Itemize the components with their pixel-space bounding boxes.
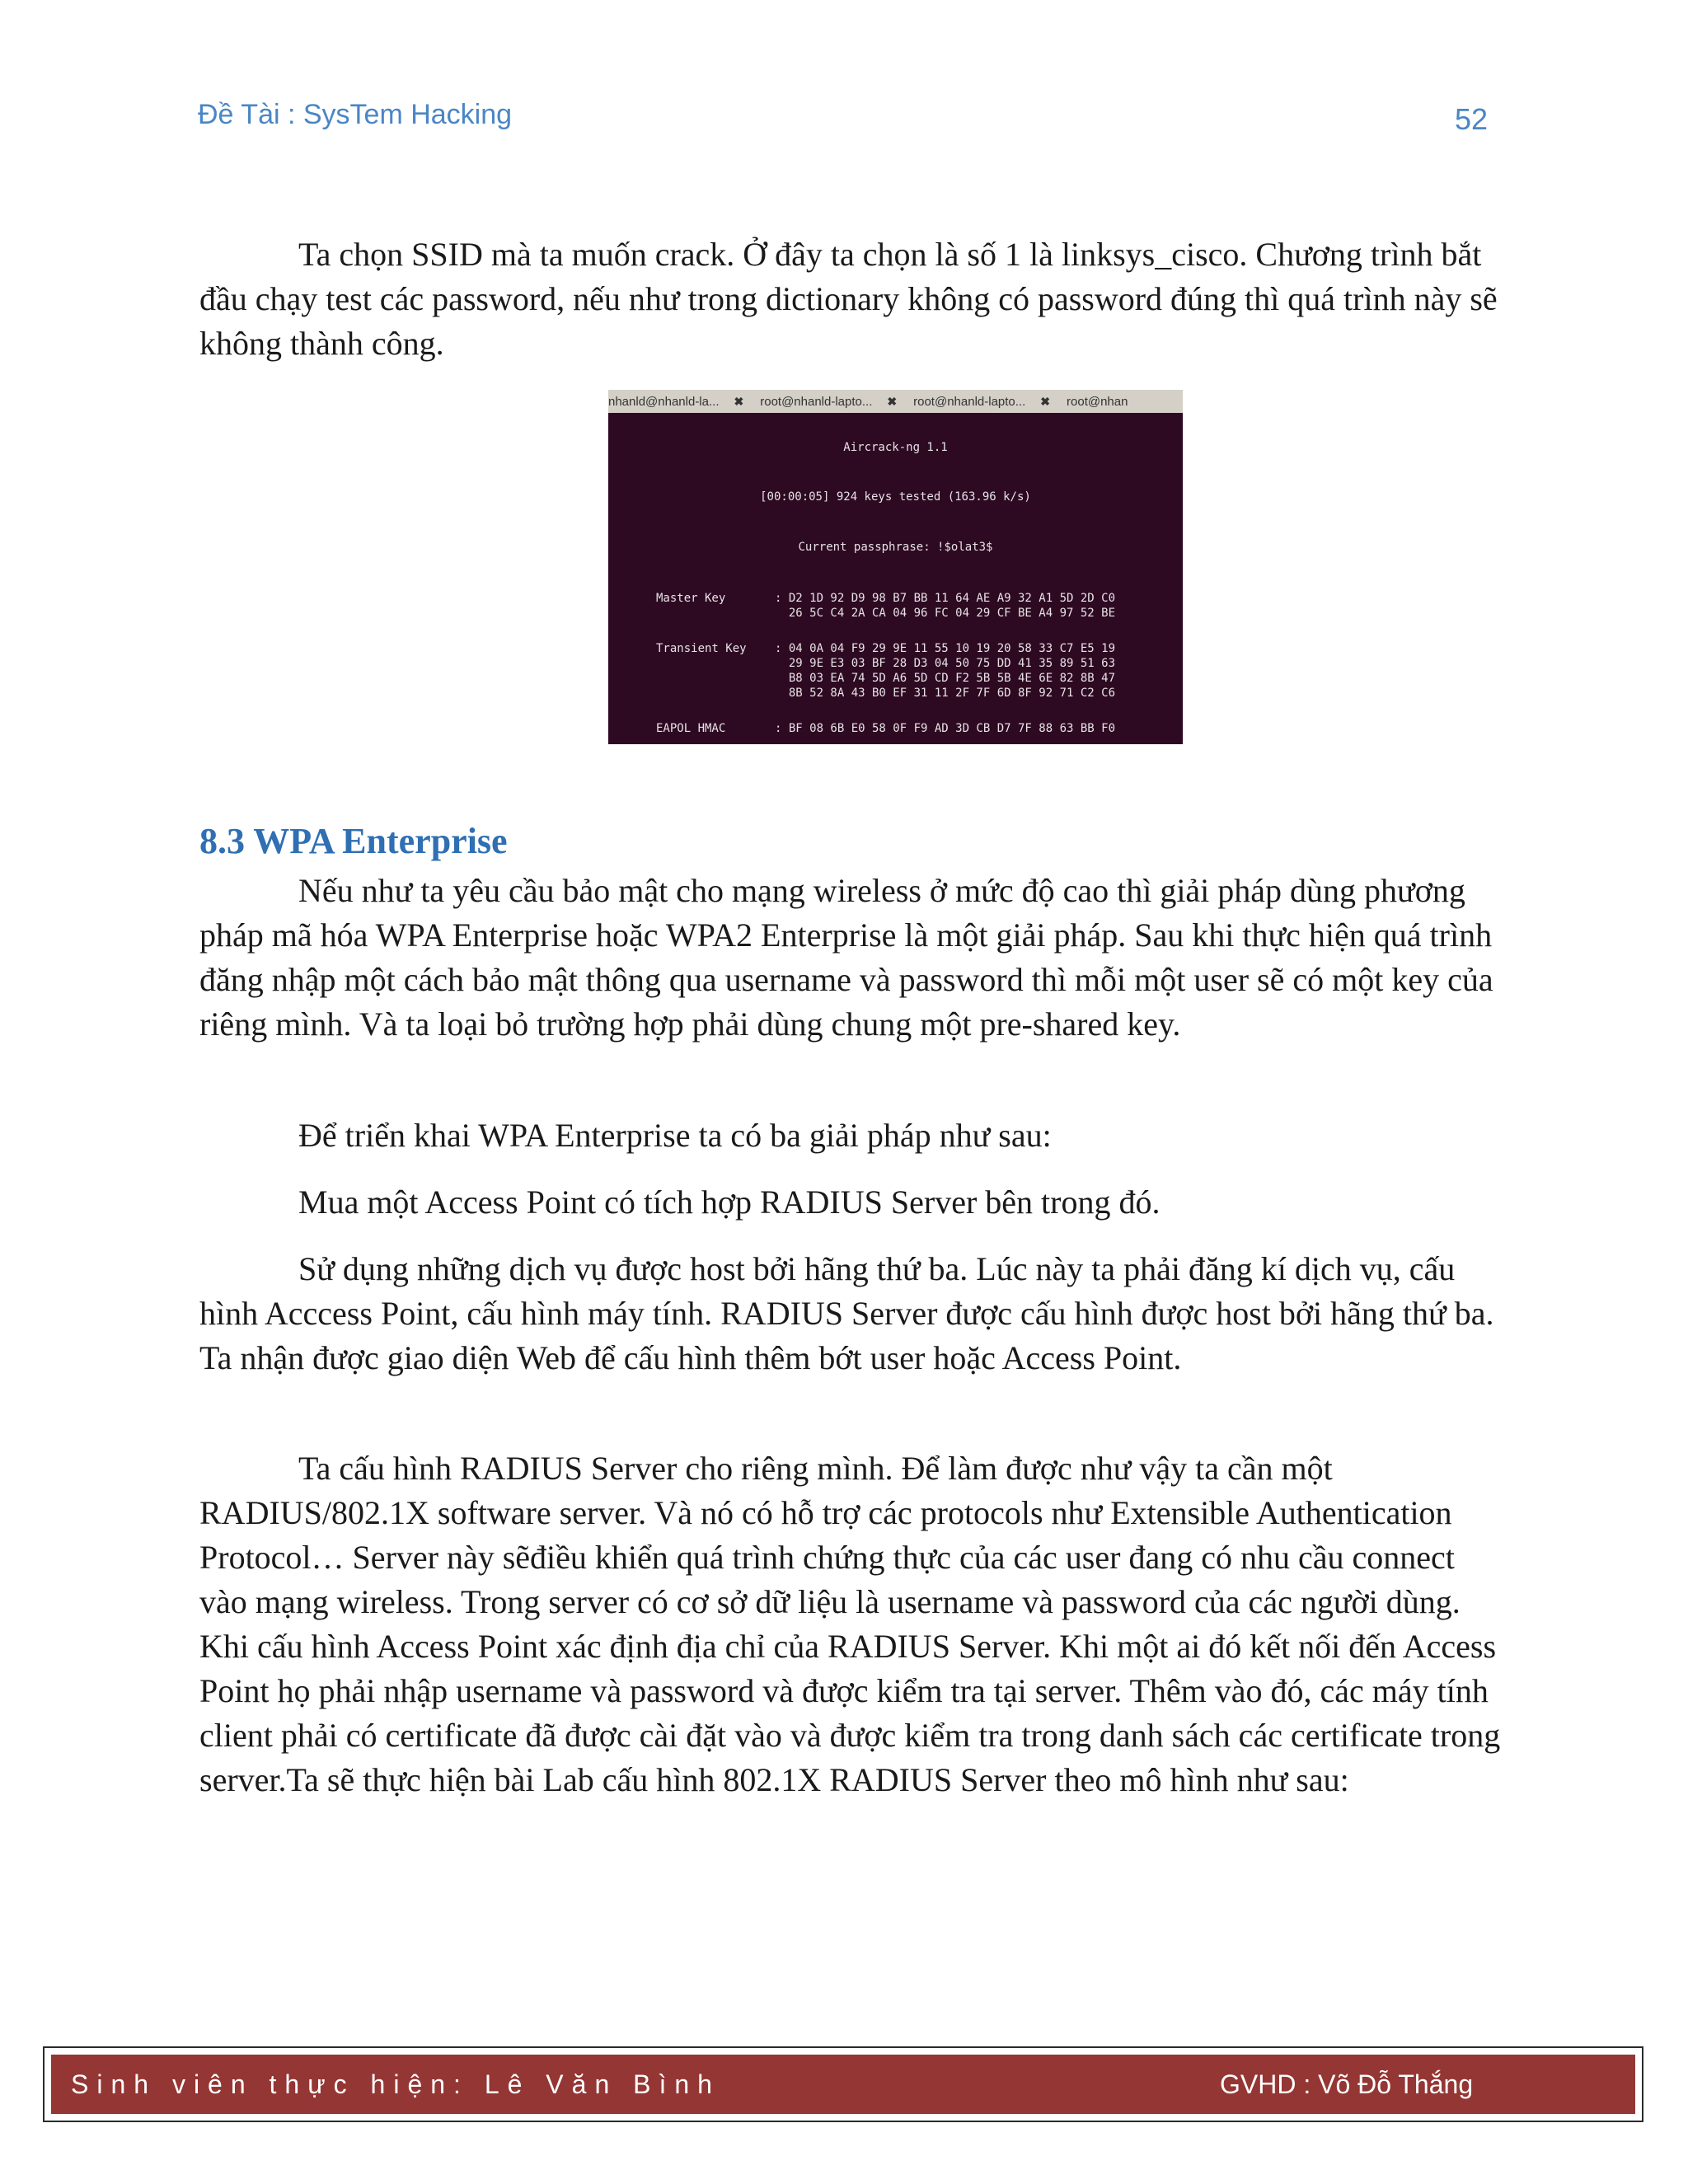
close-icon: ✖ bbox=[1040, 394, 1051, 408]
section-heading: 8.3 WPA Enterprise bbox=[199, 821, 508, 861]
footer-advisor: GVHD : Võ Đỗ Thắng bbox=[1220, 2069, 1474, 2099]
section-paragraph: Nếu như ta yêu cầu bảo mật cho mạng wireless ở mức độ cao thì giải pháp dùng phương pháp mã hóa WPA Enterprise hoặc WPA2 Enterprise là một giải pháp. Sau khi thực hiện quá trình đăng nhập một cách bảo mật thông qua username và password thì mỗi một user sẽ có một key của riêng mình. Và ta loại bỏ trường hợp phải dùng chung một pre-shared key. bbox=[199, 872, 1493, 1043]
section-body bbox=[199, 869, 1502, 1047]
terminal-tab bbox=[760, 395, 897, 409]
section-paragraph: Sử dụng những dịch vụ được host bởi hãng thứ ba. Lúc này ta phải đăng kí dịch vụ, cấu hình Acccess Point, cấu hình máy tính. RADIUS Server được cấu hình được host bởi hãng thứ ba. Ta nhận được giao diện Web để cấu hình thêm bớt user hoặc Access Point. bbox=[199, 1250, 1494, 1376]
terminal-title: Aircrack-ng 1.1 bbox=[843, 441, 948, 454]
terminal-tab-label: root@nhanld-lapto... bbox=[760, 394, 873, 409]
transient-key-line: : 04 0A 04 F9 29 9E 11 55 10 19 20 58 33 C7 E5 19 bbox=[775, 642, 1116, 655]
terminal-tab-label: root@nhanld-lapto... bbox=[913, 394, 1026, 409]
document-header-title: Đề Tài : SysTem Hacking bbox=[198, 99, 513, 130]
terminal-passphrase: Current passphrase: !$olat3$ bbox=[798, 541, 993, 554]
section-body bbox=[199, 1247, 1502, 1380]
master-key-line: 26 5C C4 2A CA 04 96 FC 04 29 CF BE A4 97 52 BE bbox=[775, 607, 1116, 620]
terminal-tab bbox=[608, 395, 743, 409]
transient-key-label: Transient Key bbox=[656, 642, 747, 655]
footer-student: Sinh viên thực hiện: Lê Văn Bình bbox=[71, 2069, 720, 2099]
transient-key-line: 29 9E E3 03 BF 28 D3 04 50 75 DD 41 35 89 51 63 bbox=[775, 657, 1116, 670]
master-key-label: Master Key bbox=[656, 592, 726, 605]
eapol-hmac-label: EAPOL HMAC bbox=[656, 722, 726, 735]
section-paragraph: Mua một Access Point có tích hợp RADIUS Server bên trong đó. bbox=[298, 1183, 1160, 1221]
section-paragraph: Để triển khai WPA Enterprise ta có ba giải pháp như sau: bbox=[298, 1117, 1052, 1154]
section-body bbox=[199, 1446, 1502, 1802]
intro-paragraph: Ta chọn SSID mà ta muốn crack. Ở đây ta chọn là số 1 là linksys_cisco. Chương trình bắt đầu chạy test các password, nếu như trong dictionary không có password đúng thì quá trình này sẽ không thành công. bbox=[199, 236, 1498, 362]
close-icon: ✖ bbox=[734, 394, 744, 408]
section-paragraph: Ta cấu hình RADIUS Server cho riêng mình. Để làm được như vậy ta cần một RADIUS/802.1X software server. Và nó có hỗ trợ các protocols như Extensible Authentication Protocol… Server này sẽđiều khiển quá trình chứng thực của các user đang có nhu cầu connect vào mạng wireless. Trong server có cơ sở dữ liệu là username và password của các người dùng. Khi cấu hình Access Point xác định địa chỉ của RADIUS Server. Khi một ai đó kết nối đến Access Point họ phải nhập username và password và được kiểm tra tại server. Thêm vào đó, các máy tính client phải có certificate đã được cài đặt vào và được kiểm tra trong danh sách các certificate trong server.Ta sẽ thực hiện bài Lab cấu hình 802.1X RADIUS Server theo mô hình như sau: bbox=[199, 1450, 1501, 1798]
terminal-status: [00:00:05] 924 keys tested (163.96 k/s) bbox=[760, 490, 1031, 504]
terminal-tab bbox=[913, 395, 1050, 409]
close-icon: ✖ bbox=[887, 394, 898, 408]
eapol-hmac-line: : BF 08 6B E0 58 0F F9 AD 3D CB D7 7F 88 63 BB F0 bbox=[775, 722, 1116, 735]
terminal-tab bbox=[1067, 395, 1128, 409]
section-body bbox=[199, 1113, 1502, 1158]
transient-key-line: B8 03 EA 74 5D A6 5D CD F2 5B 5B 4E 6E 82 8B 47 bbox=[775, 672, 1116, 685]
terminal-tab-label: nhanld@nhanld-la... bbox=[608, 394, 720, 409]
intro-block bbox=[199, 232, 1502, 366]
terminal-tab-bar bbox=[608, 390, 1183, 413]
terminal-screenshot bbox=[608, 390, 1183, 744]
section-body bbox=[199, 1180, 1502, 1225]
page-number: 52 bbox=[1455, 102, 1489, 136]
terminal-tab-label: root@nhan bbox=[1067, 394, 1128, 409]
transient-key-line: 8B 52 8A 43 B0 EF 31 11 2F 7F 6D 8F 92 71 C2 C6 bbox=[775, 687, 1116, 700]
footer-bar bbox=[51, 2055, 1635, 2114]
master-key-line: : D2 1D 92 D9 98 B7 BB 11 64 AE A9 32 A1 5D 2D C0 bbox=[775, 592, 1116, 605]
